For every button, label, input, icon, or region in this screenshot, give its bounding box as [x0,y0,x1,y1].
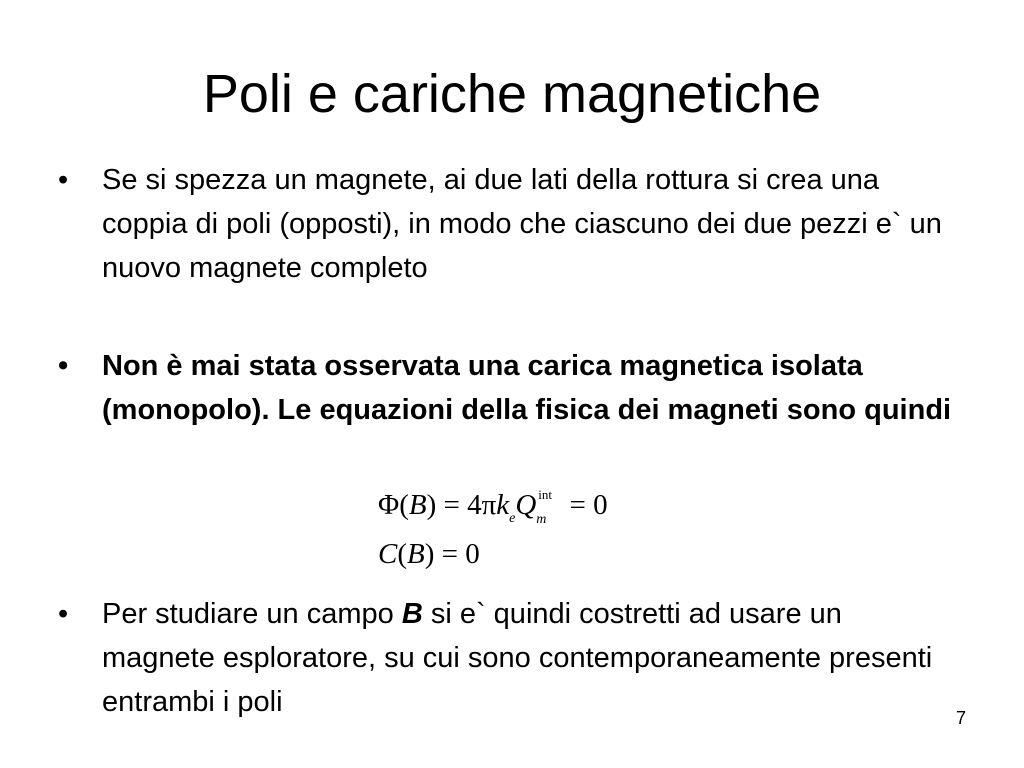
bold-italic-b: B [401,598,423,630]
bullet-text [102,592,958,724]
eq-var-b: B [407,538,425,570]
eq-k: k [496,489,510,521]
bullet-item-1 [58,158,958,290]
bullet-dot: • [58,350,69,382]
bullet-text: Non è mai stata osservata una carica magnetica isolata (monopolo). Le equazioni della fisica dei magneti sono quindi [102,350,952,426]
eq-mid: ) = 4π [426,489,497,521]
eq-k-sub: e [509,511,516,526]
bullet-dot: • [58,598,69,630]
eq-rhs: = 0 [562,489,608,521]
bullet-item-2 [58,344,958,432]
eq-q-sup: int [538,487,553,502]
bullet-item-3 [58,592,958,724]
slide-title: Poli e cariche magnetiche [202,64,822,124]
eq-rest: ) = 0 [424,538,480,570]
eq-q-sub: m [536,512,547,527]
bullet-text-after: si e` quindi costretti ad usare un magnete esploratore, su cui sono contemporaneamente presenti entrambi i poli [102,598,933,718]
bullet-dot: • [58,164,69,196]
page-number: 7 [955,708,966,728]
bullet-text-before: Per studiare un campo [102,598,402,630]
eq-var-b: B [408,489,427,521]
bullet-text: Se si spezza un magnete, ai due lati della rottura si crea una coppia di poli (opposti), in modo che ciascuno dei due pezzi e` un nuovo magnete completo [102,164,942,284]
equation-gauss-magnetism [378,488,608,528]
eq-q: Q [515,489,537,521]
equation-circulation [378,537,480,571]
eq-c: C [378,538,398,570]
eq-open: ( [397,538,408,570]
eq-q-scripts [536,487,562,527]
eq-phi-open: Φ( [378,489,409,521]
